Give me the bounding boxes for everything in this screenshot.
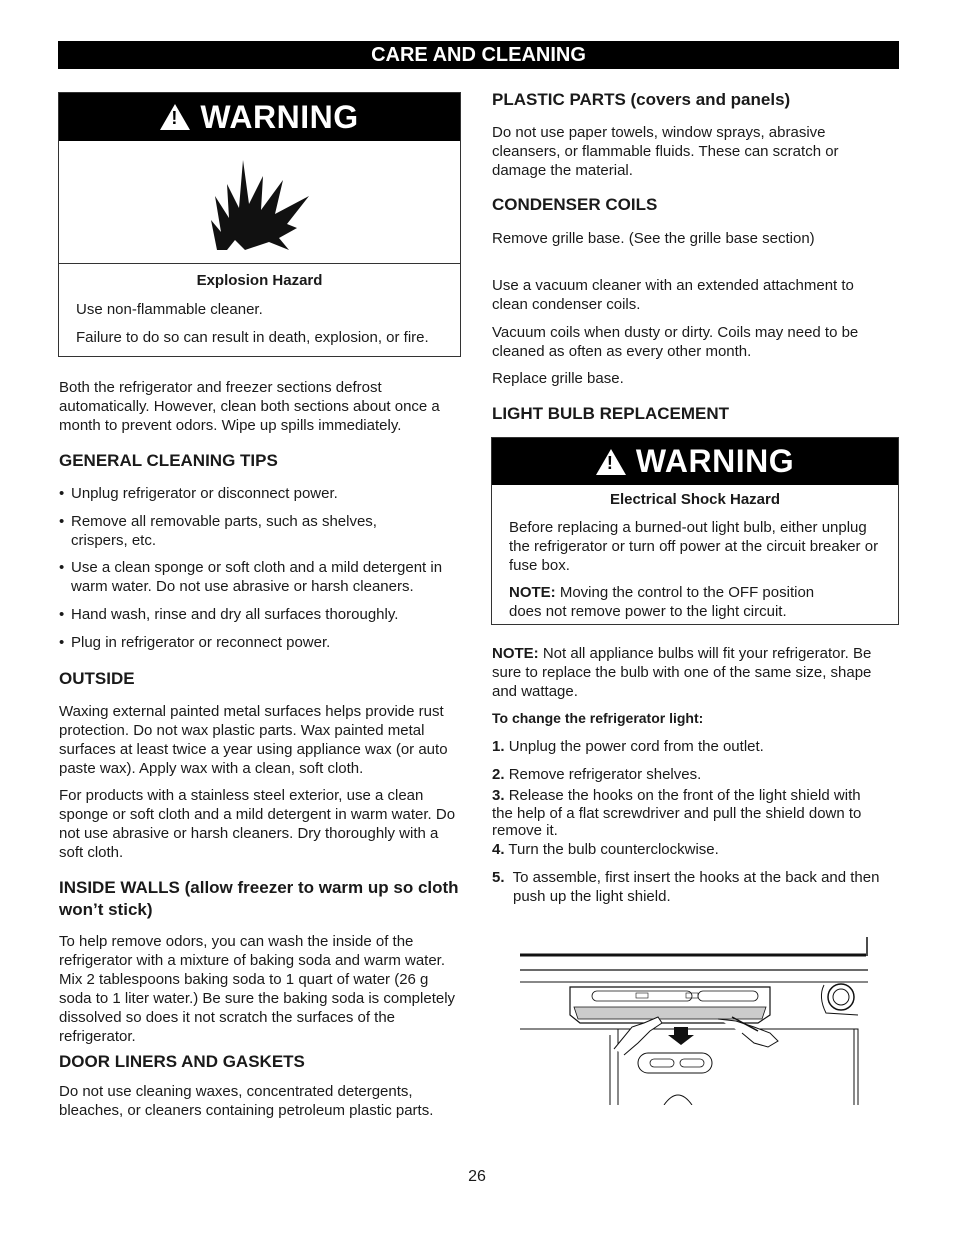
warning-triangle-icon [160,104,190,130]
explosion-icon-area [59,141,460,264]
plastic-parts-heading: PLASTIC PARTS (covers and panels) [492,90,791,109]
step-number: 1. [492,738,505,755]
list-item: • Remove all removable parts, such as shelves, crispers, etc. [59,512,411,550]
list-item: • Unplug refrigerator or disconnect power. [59,484,471,503]
door-liners-paragraph: Do not use cleaning waxes, concentrated detergents, bleaches, or cleaners containing petroleum plastic parts. [59,1083,434,1119]
plastic-parts-paragraph: Do not use paper towels, window sprays, abrasive cleansers, or flammable fluids. These can scratch or damage the material. [492,124,839,179]
step-number: 5. [492,869,505,886]
step-text: Turn the bulb counterclockwise. [508,841,719,858]
shock-warning-paragraph: Before replacing a burned-out light bulb, either unplug the refrigerator or turn off power at the circuit breaker or fuse box. [509,519,879,574]
warning-title: WARNING [200,98,359,135]
list-item [492,737,892,756]
outside-heading: OUTSIDE [59,669,135,688]
step-number: 4. [492,841,505,858]
list-item: • Hand wash, rinse and dry all surfaces thoroughly. [59,605,471,624]
step-text: Release the hooks on the front of the light shield with the help of a flat screwdriver and pull the shield down to remove it. [492,787,862,839]
list-item: • Use a clean sponge or soft cloth and a mild detergent in warm water. Do not use abrasive or harsh cleaners. [59,558,477,596]
condenser-paragraph-2: Use a vacuum cleaner with an extended attachment to clean condenser coils. [492,277,854,313]
intro-paragraph: Both the refrigerator and freezer sections defrost automatically. However, clean both sections about once a month to prevent odors. Wipe up spills immediately. [59,379,440,434]
warning-header [492,438,898,485]
note-label: NOTE: [492,645,539,662]
light-shield-illustration [518,935,874,1105]
list-item [492,765,892,784]
hazard-title: Explosion Hazard [196,272,323,289]
door-liners-heading: DOOR LINERS AND GASKETS [59,1052,305,1071]
warning-header [59,93,460,141]
warning-triangle-icon [596,449,626,475]
note-text: Not all appliance bulbs will fit your refrigerator. Be sure to replace the bulb with one of the same size, shape and wattage. [492,645,872,700]
steps-heading: To change the refrigerator light: [492,710,704,726]
light-bulb-heading: LIGHT BULB REPLACEMENT [492,404,730,423]
bulb-note-paragraph [492,644,894,701]
condenser-paragraph-1: Remove grille base. (See the grille base section) [492,230,815,247]
step-text: Unplug the power cord from the outlet. [508,738,764,755]
outside-paragraph-1: Waxing external painted metal surfaces helps provide rust protection. Do not wax plastic parts. Wax painted metal surfaces at least twice a year using appliance wax (or auto paste wax). Apply wax with a clean, soft cloth. [59,703,448,777]
shock-warning-box [491,437,899,625]
list-item [492,840,892,859]
condenser-paragraph-4: Replace grille base. [492,370,624,387]
condenser-paragraph-3: Vacuum coils when dusty or dirty. Coils may need to be cleaned as often as every other month. [492,324,859,360]
note-label: NOTE: [509,584,556,601]
section-banner: CARE AND CLEANING [58,41,899,69]
hazard-title: Electrical Shock Hazard [609,491,781,508]
warning-line-1: Use non-flammable cleaner. [76,301,263,318]
condenser-coils-heading: CONDENSER COILS [492,195,658,214]
shock-warning-note [509,583,849,621]
inside-walls-heading: INSIDE WALLS (allow freezer to warm up so cloth won’t stick) [59,878,459,919]
warning-title: WARNING [635,443,795,479]
note-text: Moving the control to the OFF position does not remove power to the light circuit. [509,584,815,620]
page-number: 26 [468,1168,486,1185]
explosion-icon [205,152,315,252]
outside-paragraph-2: For products with a stainless steel exterior, use a clean sponge or soft cloth and a mild detergent in warm water. Do not use abrasive or harsh cleaners. Dry thoroughly with a soft cloth. [59,787,456,861]
list-item [492,868,893,906]
list-item: • Plug in refrigerator or reconnect power. [59,633,471,652]
explosion-warning-box [58,92,461,357]
step-text: To assemble, first insert the hooks at the back and then push up the light shield. [512,869,880,905]
inside-walls-paragraph: To help remove odors, you can wash the inside of the refrigerator with a mixture of baking soda and warm water. Mix 2 tablespoons baking soda to 1 quart of water (26 g soda to 1 liter water.) Be sure the baking soda is completely dissolved so does it not scratch the surfaces of the refrigerator. [59,933,456,1045]
warning-line-2: Failure to do so can result in death, explosion, or fire. [76,329,429,346]
step-text: Remove refrigerator shelves. [508,766,702,783]
step-number: 2. [492,766,505,783]
general-cleaning-heading: GENERAL CLEANING TIPS [59,451,278,470]
list-item [492,787,862,840]
step-number: 3. [492,787,505,804]
